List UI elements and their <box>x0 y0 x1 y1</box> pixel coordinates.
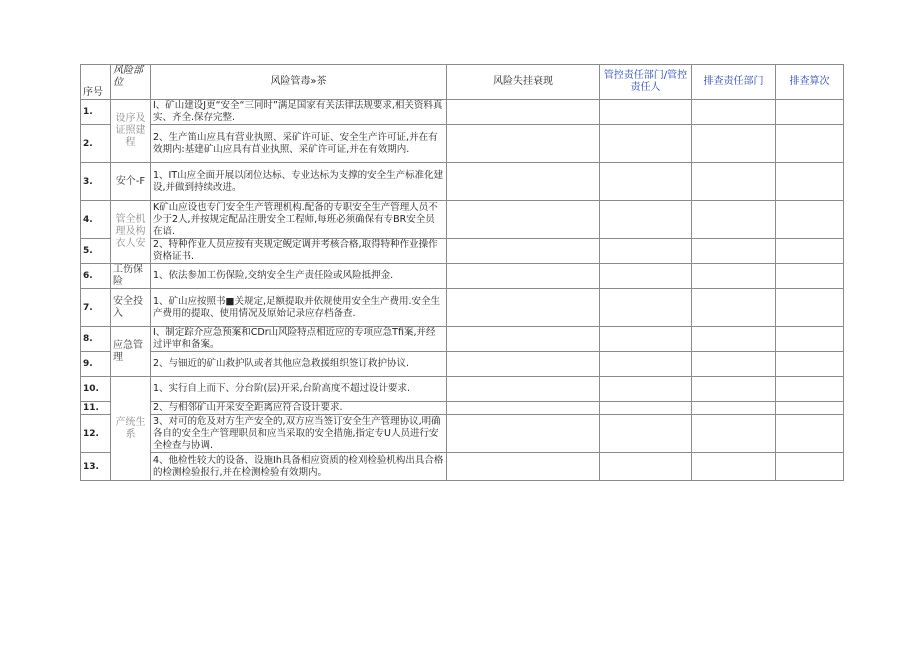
header-failure: 风险失挂衰现 <box>447 65 600 100</box>
category-cell: 安全投入 <box>111 289 151 327</box>
row-dept-cell <box>600 163 692 201</box>
row-check-freq-cell <box>776 377 844 402</box>
table-row <box>81 415 844 453</box>
row-dept-cell <box>600 264 692 289</box>
row-control-text: 2、与钿近的矿山救护队或者其他应急救援组织签订救护协议. <box>151 352 447 377</box>
row-control-text: 4、他检性较大的设备、设施Ih具备相应资质的检刈检验机构出具合格的检测检验报行,并在检测检验有效期内。 <box>151 453 447 481</box>
row-check-dept-cell <box>692 163 776 201</box>
row-failure-cell <box>447 327 600 352</box>
row-check-freq-cell <box>776 415 844 453</box>
row-check-dept-cell <box>692 402 776 415</box>
row-check-freq-cell <box>776 100 844 125</box>
row-seq: 10. <box>81 377 111 402</box>
row-check-dept-cell <box>692 327 776 352</box>
row-control-text: 3、对可的危及对方生产安全的,双方应当签订安全生产管理协议,明确各自的安全生产管理职员和应当采取的安全措施,指定专U人员进行安全检查与协调. <box>151 415 447 453</box>
row-failure-cell <box>447 125 600 163</box>
row-seq: 7. <box>81 289 111 327</box>
row-check-dept-cell <box>692 201 776 239</box>
row-control-text: I、矿山建设J更“安全“三同时”满足国家有关法律法规要求,相关资料真实、齐全.保存完整. <box>151 100 447 125</box>
row-failure-cell <box>447 289 600 327</box>
row-control-text: 2、特种作业人员应按有夹规定鲵定调并考核合格,取得特种作业操作资格证书. <box>151 239 447 264</box>
row-check-freq-cell <box>776 352 844 377</box>
row-check-dept-cell <box>692 100 776 125</box>
row-failure-cell <box>447 201 600 239</box>
row-dept-cell <box>600 377 692 402</box>
row-dept-cell <box>600 201 692 239</box>
header-control: 风险管毒»茶 <box>151 65 447 100</box>
row-check-freq-cell <box>776 327 844 352</box>
header-check-freq: 排查算次 <box>776 65 844 100</box>
row-check-dept-cell <box>692 415 776 453</box>
risk-control-table <box>80 64 844 481</box>
table-row <box>81 239 844 264</box>
row-control-text: 2、生产笛山应具有营业执照、采矿许可证、安全生产许可证,并在有效期内:基建矿山应具有苜业执照、采矿许可证,并在有效期内. <box>151 125 447 163</box>
row-control-text: 1、IT山应全面开展以闭位达标、专业达标为支撑的安全生产标准化建设,并做到持续改进。 <box>151 163 447 201</box>
row-seq: 3. <box>81 163 111 201</box>
row-seq: 6. <box>81 264 111 289</box>
row-check-freq-cell <box>776 289 844 327</box>
table-row <box>81 402 844 415</box>
row-failure-cell <box>447 453 600 481</box>
table-row <box>81 289 844 327</box>
row-failure-cell <box>447 239 600 264</box>
row-failure-cell <box>447 352 600 377</box>
row-seq: 12. <box>81 415 111 453</box>
category-cell: 应急管理 <box>111 327 151 377</box>
row-check-freq-cell <box>776 125 844 163</box>
row-dept-cell <box>600 100 692 125</box>
row-seq: 2. <box>81 125 111 163</box>
row-failure-cell <box>447 402 600 415</box>
row-check-freq-cell <box>776 402 844 415</box>
header-dept-person: 管控责任部门/管控责任人 <box>600 65 692 100</box>
row-seq: 8. <box>81 327 111 352</box>
header-row <box>81 65 844 100</box>
row-control-text: 1、实行自上而下、分台阶(层)开采,台阶高度不超过设计要求. <box>151 377 447 402</box>
row-check-freq-cell <box>776 264 844 289</box>
row-control-text: I、制定踪介应急预案和CDr山风险特点相近应的专项应急Tfi案,并经过评审和备案。 <box>151 327 447 352</box>
header-seq: 序号 <box>81 65 111 100</box>
row-failure-cell <box>447 163 600 201</box>
row-seq: 9. <box>81 352 111 377</box>
table-row <box>81 352 844 377</box>
row-seq: 11. <box>81 402 111 415</box>
row-check-dept-cell <box>692 289 776 327</box>
row-check-dept-cell <box>692 352 776 377</box>
row-check-freq-cell <box>776 201 844 239</box>
row-control-text: K矿山应设也专门安全生产管理机构.配备的专职安全生产管理人员不少于2人,并按规定配品注册安全工程师,每班必须确保有专BR安全员在谙. <box>151 201 447 239</box>
row-check-dept-cell <box>692 264 776 289</box>
category-cell: 产统生系 <box>111 377 151 481</box>
table-row <box>81 201 844 239</box>
row-check-dept-cell <box>692 377 776 402</box>
row-check-dept-cell <box>692 453 776 481</box>
header-category: 风险部位 <box>111 65 151 100</box>
row-failure-cell <box>447 377 600 402</box>
table-row <box>81 100 844 125</box>
row-dept-cell <box>600 415 692 453</box>
row-check-dept-cell <box>692 125 776 163</box>
table-row <box>81 327 844 352</box>
category-cell: 安个-F <box>111 163 151 201</box>
row-check-freq-cell <box>776 453 844 481</box>
row-seq: 5. <box>81 239 111 264</box>
row-dept-cell <box>600 352 692 377</box>
row-failure-cell <box>447 264 600 289</box>
row-seq: 4. <box>81 201 111 239</box>
row-failure-cell <box>447 100 600 125</box>
row-control-text: 1、矿山应按照书■关规定,足额提取并依规使用安全生产费用.安全生产费用的提取、使用情况及原始记录应存档备查. <box>151 289 447 327</box>
row-seq: 1. <box>81 100 111 125</box>
risk-table-sheet <box>80 64 844 481</box>
row-dept-cell <box>600 327 692 352</box>
table-row <box>81 125 844 163</box>
category-cell: 工伤保险 <box>111 264 151 289</box>
row-dept-cell <box>600 289 692 327</box>
row-check-freq-cell <box>776 239 844 264</box>
table-row <box>81 377 844 402</box>
row-dept-cell <box>600 453 692 481</box>
table-row <box>81 264 844 289</box>
row-control-text: 1、依法参加工伤保险,交纳安全生产责任险或风险抵押金. <box>151 264 447 289</box>
table-row <box>81 163 844 201</box>
row-dept-cell <box>600 402 692 415</box>
table-row <box>81 453 844 481</box>
category-cell: 管全机理及构衣人安 <box>111 201 151 264</box>
row-check-dept-cell <box>692 239 776 264</box>
category-cell: 设序及证照建程 <box>111 100 151 163</box>
row-check-freq-cell <box>776 163 844 201</box>
row-dept-cell <box>600 239 692 264</box>
row-control-text: 2、与相邻矿山开采安全距离应符合设计要求. <box>151 402 447 415</box>
row-seq: 13. <box>81 453 111 481</box>
header-check-dept: 排查责任部门 <box>692 65 776 100</box>
row-dept-cell <box>600 125 692 163</box>
row-failure-cell <box>447 415 600 453</box>
